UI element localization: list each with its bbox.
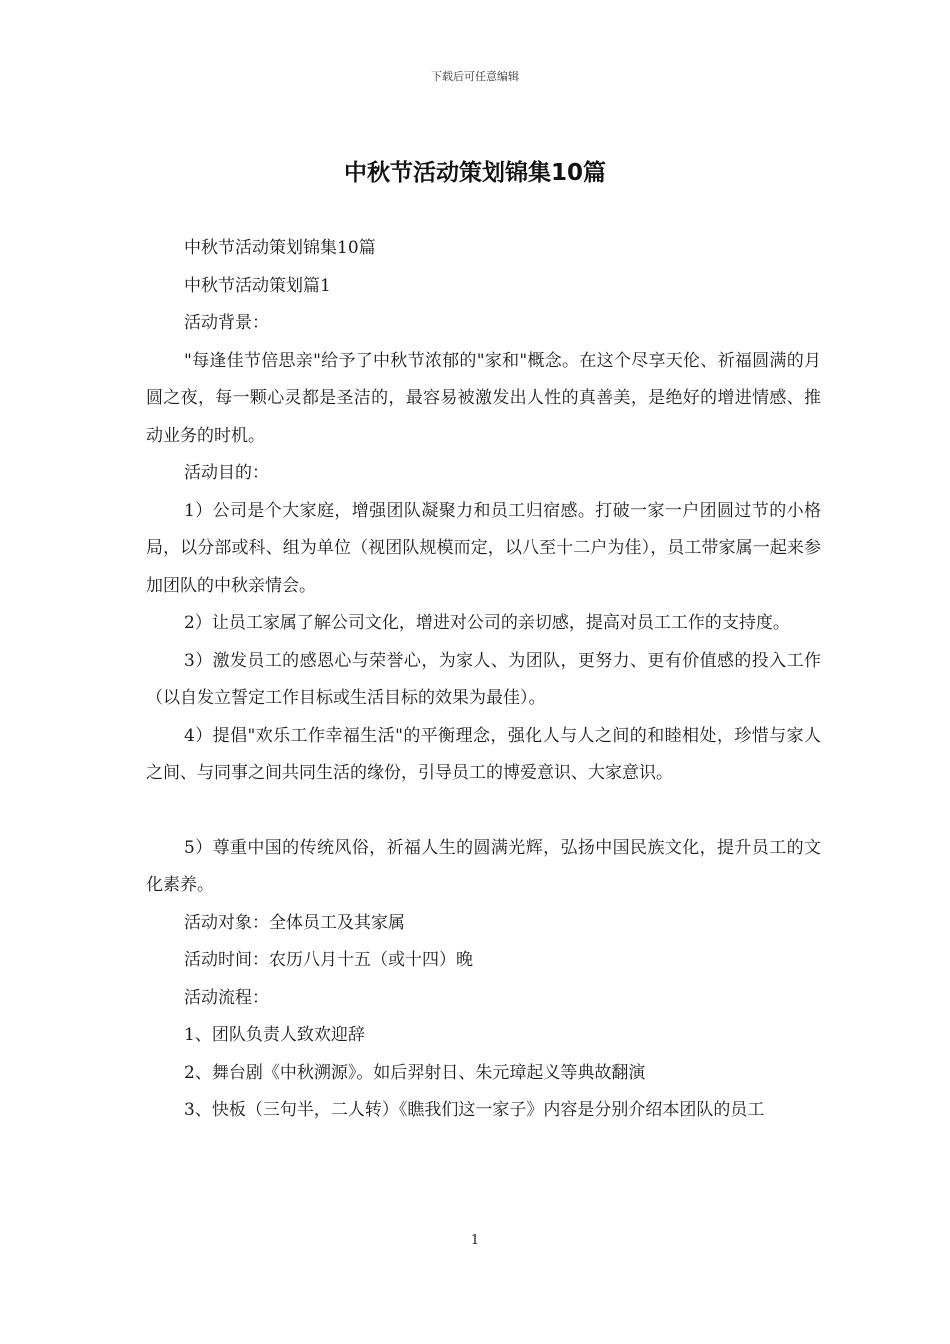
paragraph-audience: 活动对象：全体员工及其家属 <box>184 912 405 933</box>
paragraph-purpose-1: 1）公司是个大家庭，增强团队凝聚力和员工归宿感。打破一家一户团圆过节的小格局，以分部或科、组为单位（视团队规模而定，以八至十二户为佳），员工带家属一起来参加团队的中秋亲情会。 <box>146 500 821 596</box>
page-number: 1 <box>470 1233 480 1248</box>
paragraph-process-label: 活动流程： <box>184 987 269 1008</box>
paragraph-time: 活动时间：农历八月十五（或十四）晚 <box>184 950 473 970</box>
paragraph-background-label: 活动背景： <box>184 313 269 333</box>
paragraph-process-3: 3、快板（三句半，二人转）《瞧我们这一家子》内容是分别介绍本团队的员工 <box>184 1100 765 1120</box>
paragraph-process-2: 2、舞台剧《中秋溯源》。如后羿射日、朱元璋起义等典故翻演 <box>184 1062 646 1083</box>
paragraph-process-1: 1、团队负责人致欢迎辞 <box>184 1025 365 1045</box>
paragraph-purpose-3: 3）激发员工的感恩心与荣誉心，为家人、为团队，更努力、更有价值感的投入工作（以自发立誓定工作目标或生活目标的效果为最佳）。 <box>146 650 821 708</box>
paragraph-purpose-label: 活动目的： <box>184 463 269 483</box>
paragraph-purpose-5: 5）尊重中国的传统风俗，祈福人生的圆满光辉，弘扬中国民族文化，提升员工的文化素养。 <box>146 837 821 895</box>
paragraph-purpose-4: 4）提倡"欢乐工作幸福生活"的平衡理念，强化人与人之间的和睦相处，珍惜与家人之间、与同事之间共同生活的缘份，引导员工的博爱意识、大家意识。 <box>146 725 821 783</box>
paragraph-section-heading: 中秋节活动策划篇1 <box>184 275 331 296</box>
document-body <box>146 230 821 1130</box>
paragraph-background-text: "每逢佳节倍思亲"给予了中秋节浓郁的"家和"概念。在这个尽享天伦、祈福圆满的月圆之夜，每一颗心灵都是圣洁的，最容易被激发出人性的真善美，是绝好的增进情感、推动业务的时机。 <box>146 350 821 446</box>
page-header-note: 下载后可任意编辑 <box>431 70 519 83</box>
paragraph-collection-title: 中秋节活动策划锦集10篇 <box>184 238 376 258</box>
paragraph-purpose-2: 2）让员工家属了解公司文化，增进对公司的亲切感，提高对员工工作的支持度。 <box>184 613 790 633</box>
document-title: 中秋节活动策划锦集10篇 <box>343 160 606 186</box>
